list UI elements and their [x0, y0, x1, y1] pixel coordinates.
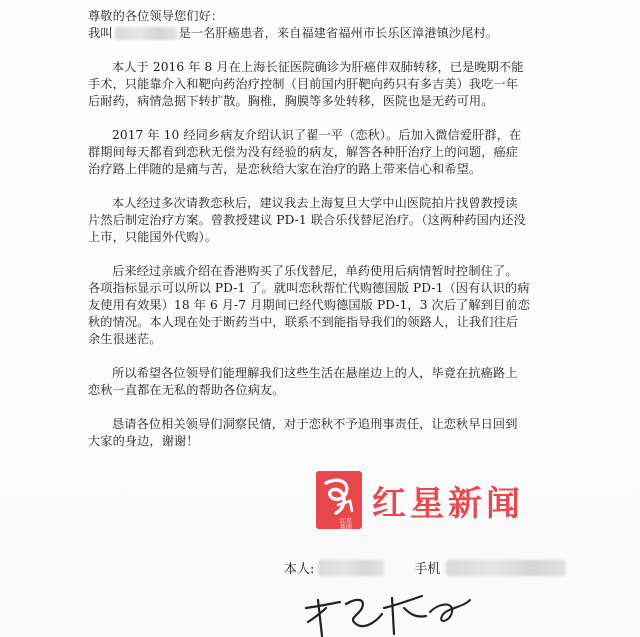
letter-intro	[88, 25, 568, 42]
letter-paragraph	[88, 263, 568, 348]
paragraph-line: 友使用有效果）18 年 6 月-7 月期间已经代购德国版 PD-1，3 次后了解到目前恋	[88, 298, 530, 312]
letter-paragraph	[88, 416, 568, 450]
paragraph-line: 各项指标显示可以所以 PD-1 了。就叫恋秋帮忙代购德国版 PD-1（因有认识的病	[88, 281, 530, 295]
paragraph-line: 大家的身边，谢谢！	[88, 434, 199, 448]
paragraph-line: 2017 年 10 经同乡病友介绍认识了翟一平（恋秋）。后加入微信爱肝群，在	[112, 128, 522, 142]
paragraph-line: 后来经过亲戚介绍在香港购买了乐伐替尼，单药使用后病情暂时控制住了。	[112, 264, 518, 278]
letter-greeting	[88, 8, 568, 25]
svg-text:红星: 红星	[339, 518, 353, 525]
paragraph-line: 所以希望各位领导们能理解我们这些生活在悬崖边上的人，毕竟在抗癌路上	[112, 366, 518, 380]
paragraph-line: 本人于 2016 年 8 月在上海长征医院确诊为肝癌伴双肺转移，已是晚期不能	[112, 60, 524, 74]
letter-paragraph	[88, 195, 568, 246]
paragraph-line: 恋秋一直都在无私的帮助各位病友。	[88, 383, 285, 397]
paragraph-line: 手术，只能靠介入和靶向药治疗控制（目前国内肝靶向药只有多吉美）我吃一年	[88, 77, 519, 91]
paragraph-line: 群期间每天都看到恋秋无偿为没有经验的病友，解答各种肝治疗上的问题，癌症	[88, 145, 519, 159]
phone-label: 手机	[414, 562, 441, 577]
intro-line	[88, 25, 568, 42]
svg-text:新闻: 新闻	[339, 524, 353, 529]
self-label: 本人:	[284, 562, 315, 577]
paragraph-line: 秋的情况。本人现在处于断药当中，联系不到能指导我们的领路人，让我们往后	[88, 315, 519, 329]
paragraph-line: 治疗路上伴随的是痛与苦，是恋秋给大家在治疗的路上带来信心和希望。	[88, 162, 482, 176]
brand-watermark	[316, 470, 606, 530]
letter-paragraph	[88, 127, 568, 178]
letter-body	[88, 8, 568, 467]
redacted-phone-blur	[446, 560, 566, 576]
letter-paragraph	[88, 365, 568, 399]
paragraph-line: 余生很迷茫。	[88, 332, 162, 346]
letter-paragraph	[88, 59, 568, 110]
paragraph-line: 片然后制定治疗方案。曾教授建议 PD-1 联合乐伐替尼治疗。（这两种药国内还没	[88, 213, 526, 227]
brand-logo-icon	[316, 471, 362, 529]
intro-suffix: 是一名肝癌患者，来自福建省福州市长乐区漳港镇沙尾村。	[178, 26, 499, 40]
handwritten-signature	[300, 578, 480, 637]
letter-paragraphs	[88, 59, 568, 450]
intro-prefix: 我叫	[88, 26, 113, 40]
paragraph-line: 上市，只能国外代购）。	[88, 230, 218, 244]
signature-row	[284, 558, 566, 577]
redacted-signer-name-blur	[318, 560, 384, 576]
brand-wordmark: 红星新闻	[372, 483, 524, 524]
paragraph-line: 后耐药，病情急据下转扩散。胸椎，胸膜等多处转移，医院也是无药可用。	[88, 94, 494, 108]
paragraph-line: 本人经过多次请教恋秋后，建议我去上海复旦大学中山医院拍片找曾教授读	[112, 196, 518, 210]
redacted-name-blur	[115, 27, 177, 40]
brand-logo-mark	[316, 471, 362, 529]
greeting-text: 尊敬的各位领导您们好：	[88, 9, 224, 23]
paragraph-line: 恳请各位相关领导们洞察民情，对于恋秋不予追刑事责任，让恋秋早日回到	[112, 417, 518, 431]
